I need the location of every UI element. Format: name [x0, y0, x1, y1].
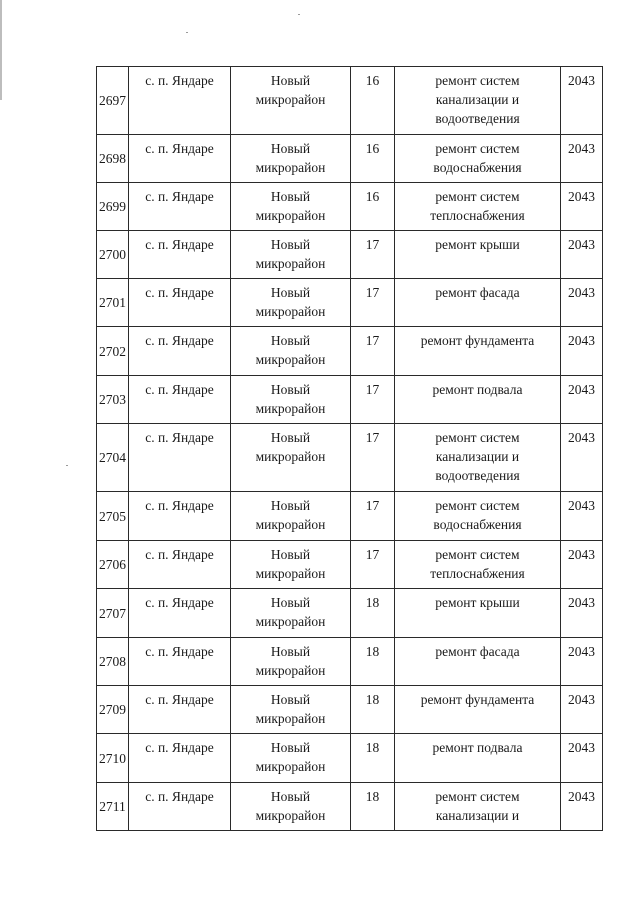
- district-cell: [231, 231, 351, 279]
- work-type-cell-line: ремонт фундамента: [420, 333, 535, 348]
- work-type-cell-line: ремонт фасада: [435, 285, 520, 300]
- district-cell-line: Новый: [270, 237, 311, 252]
- settlement-cell: с. п. Яндаре: [129, 541, 231, 589]
- house-number-cell: 18: [351, 686, 395, 734]
- work-type-cell-line: водоснабжения: [433, 160, 522, 175]
- district-cell-line: микрорайон: [255, 208, 326, 223]
- district-cell: [231, 686, 351, 734]
- table-row: [97, 231, 603, 279]
- table-row: [97, 589, 603, 638]
- work-type-cell: [395, 376, 561, 424]
- district-cell-line: Новый: [270, 789, 311, 804]
- year-cell: 2043: [561, 783, 603, 831]
- district-cell: [231, 424, 351, 492]
- district-cell-line: микрорайон: [255, 566, 326, 581]
- district-cell: [231, 135, 351, 183]
- work-type-cell-line: водоотведения: [435, 468, 520, 483]
- work-type-cell-line: ремонт крыши: [435, 595, 520, 610]
- table-row: [97, 492, 603, 541]
- scan-speck: [186, 32, 188, 33]
- district-cell-line: Новый: [270, 141, 311, 156]
- settlement-cell: с. п. Яндаре: [129, 734, 231, 783]
- house-number-cell: 17: [351, 327, 395, 376]
- table-row: [97, 135, 603, 183]
- house-number-cell: 17: [351, 492, 395, 541]
- house-number-cell: 18: [351, 734, 395, 783]
- table-row: [97, 541, 603, 589]
- row-number: 2705: [97, 492, 129, 541]
- row-number: 2703: [97, 376, 129, 424]
- house-number-cell: 17: [351, 279, 395, 327]
- district-cell-line: микрорайон: [255, 517, 326, 532]
- house-number-cell: 18: [351, 589, 395, 638]
- work-type-cell-line: канализации и: [435, 92, 520, 107]
- row-number: 2698: [97, 135, 129, 183]
- settlement-cell: с. п. Яндаре: [129, 638, 231, 686]
- work-type-cell: [395, 135, 561, 183]
- district-cell-line: микрорайон: [255, 256, 326, 271]
- table-row: [97, 686, 603, 734]
- work-type-cell: [395, 783, 561, 831]
- year-cell: 2043: [561, 492, 603, 541]
- district-cell-line: Новый: [270, 692, 311, 707]
- district-cell-line: микрорайон: [255, 92, 326, 107]
- year-cell: 2043: [561, 424, 603, 492]
- scan-speck: [66, 465, 68, 466]
- work-type-cell: [395, 734, 561, 783]
- work-type-cell: [395, 686, 561, 734]
- work-type-cell-line: ремонт подвала: [432, 382, 523, 397]
- row-number: 2697: [97, 67, 129, 135]
- district-cell-line: микрорайон: [255, 808, 326, 823]
- year-cell: 2043: [561, 638, 603, 686]
- year-cell: 2043: [561, 376, 603, 424]
- house-number-cell: 17: [351, 231, 395, 279]
- row-number: 2706: [97, 541, 129, 589]
- settlement-cell: с. п. Яндаре: [129, 231, 231, 279]
- work-type-cell-line: водоснабжения: [433, 517, 522, 532]
- settlement-cell: с. п. Яндаре: [129, 135, 231, 183]
- settlement-cell: с. п. Яндаре: [129, 67, 231, 135]
- district-cell: [231, 589, 351, 638]
- table-row: [97, 376, 603, 424]
- work-type-cell-line: канализации и: [435, 808, 520, 823]
- work-type-cell-line: ремонт систем: [435, 498, 520, 513]
- repair-schedule-table: [96, 66, 603, 831]
- work-type-cell: [395, 183, 561, 231]
- district-cell-line: микрорайон: [255, 160, 326, 175]
- settlement-cell: с. п. Яндаре: [129, 783, 231, 831]
- work-type-cell-line: ремонт систем: [435, 430, 520, 445]
- district-cell-line: Новый: [270, 430, 311, 445]
- district-cell: [231, 327, 351, 376]
- house-number-cell: 18: [351, 783, 395, 831]
- district-cell-line: микрорайон: [255, 401, 326, 416]
- work-type-cell: [395, 424, 561, 492]
- district-cell-line: микрорайон: [255, 449, 326, 464]
- table-row: [97, 734, 603, 783]
- district-cell: [231, 638, 351, 686]
- table-row: [97, 327, 603, 376]
- table-row: [97, 279, 603, 327]
- row-number: 2711: [97, 783, 129, 831]
- work-type-cell: [395, 327, 561, 376]
- house-number-cell: 16: [351, 135, 395, 183]
- district-cell-line: Новый: [270, 498, 311, 513]
- district-cell: [231, 279, 351, 327]
- settlement-cell: с. п. Яндаре: [129, 327, 231, 376]
- house-number-cell: 17: [351, 424, 395, 492]
- row-number: 2701: [97, 279, 129, 327]
- district-cell: [231, 67, 351, 135]
- work-type-cell: [395, 279, 561, 327]
- district-cell-line: микрорайон: [255, 759, 326, 774]
- district-cell: [231, 734, 351, 783]
- table-row: [97, 783, 603, 831]
- work-type-cell: [395, 231, 561, 279]
- row-number: 2704: [97, 424, 129, 492]
- district-cell-line: микрорайон: [255, 352, 326, 367]
- work-type-cell-line: теплоснабжения: [430, 208, 525, 223]
- settlement-cell: с. п. Яндаре: [129, 589, 231, 638]
- work-type-cell-line: ремонт систем: [435, 789, 520, 804]
- scan-speck: [298, 14, 300, 15]
- year-cell: 2043: [561, 183, 603, 231]
- settlement-cell: с. п. Яндаре: [129, 424, 231, 492]
- table-row: [97, 638, 603, 686]
- year-cell: 2043: [561, 135, 603, 183]
- settlement-cell: с. п. Яндаре: [129, 376, 231, 424]
- district-cell: [231, 783, 351, 831]
- district-cell-line: Новый: [270, 547, 311, 562]
- work-type-cell-line: ремонт систем: [435, 547, 520, 562]
- work-type-cell-line: ремонт систем: [435, 141, 520, 156]
- district-cell-line: Новый: [270, 595, 311, 610]
- work-type-cell-line: ремонт фундамента: [420, 692, 535, 707]
- house-number-cell: 16: [351, 67, 395, 135]
- district-cell-line: микрорайон: [255, 304, 326, 319]
- house-number-cell: 17: [351, 541, 395, 589]
- district-cell-line: микрорайон: [255, 711, 326, 726]
- work-type-cell: [395, 589, 561, 638]
- district-cell-line: Новый: [270, 382, 311, 397]
- table-row: [97, 183, 603, 231]
- row-number: 2707: [97, 589, 129, 638]
- work-type-cell: [395, 67, 561, 135]
- row-number: 2699: [97, 183, 129, 231]
- settlement-cell: с. п. Яндаре: [129, 686, 231, 734]
- district-cell-line: Новый: [270, 285, 311, 300]
- work-type-cell-line: ремонт подвала: [432, 740, 523, 755]
- house-number-cell: 18: [351, 638, 395, 686]
- row-number: 2700: [97, 231, 129, 279]
- work-type-cell: [395, 638, 561, 686]
- year-cell: 2043: [561, 67, 603, 135]
- district-cell: [231, 376, 351, 424]
- district-cell: [231, 541, 351, 589]
- district-cell-line: Новый: [270, 740, 311, 755]
- district-cell-line: микрорайон: [255, 614, 326, 629]
- year-cell: 2043: [561, 279, 603, 327]
- work-type-cell-line: ремонт систем: [435, 189, 520, 204]
- year-cell: 2043: [561, 686, 603, 734]
- work-type-cell: [395, 492, 561, 541]
- district-cell: [231, 492, 351, 541]
- work-type-cell-line: ремонт фасада: [435, 644, 520, 659]
- work-type-cell-line: ремонт систем: [435, 73, 520, 88]
- district-cell: [231, 183, 351, 231]
- settlement-cell: с. п. Яндаре: [129, 492, 231, 541]
- district-cell-line: Новый: [270, 333, 311, 348]
- row-number: 2702: [97, 327, 129, 376]
- district-cell-line: Новый: [270, 644, 311, 659]
- work-type-cell-line: канализации и: [435, 449, 520, 464]
- year-cell: 2043: [561, 589, 603, 638]
- year-cell: 2043: [561, 734, 603, 783]
- table-row: [97, 67, 603, 135]
- table-row: [97, 424, 603, 492]
- row-number: 2709: [97, 686, 129, 734]
- district-cell-line: Новый: [270, 73, 311, 88]
- year-cell: 2043: [561, 327, 603, 376]
- table-body: [97, 67, 603, 831]
- settlement-cell: с. п. Яндаре: [129, 183, 231, 231]
- district-cell-line: Новый: [270, 189, 311, 204]
- scan-edge: [0, 0, 2, 100]
- work-type-cell-line: водоотведения: [435, 111, 520, 126]
- district-cell-line: микрорайон: [255, 663, 326, 678]
- work-type-cell: [395, 541, 561, 589]
- row-number: 2708: [97, 638, 129, 686]
- row-number: 2710: [97, 734, 129, 783]
- house-number-cell: 17: [351, 376, 395, 424]
- work-type-cell-line: теплоснабжения: [430, 566, 525, 581]
- year-cell: 2043: [561, 231, 603, 279]
- settlement-cell: с. п. Яндаре: [129, 279, 231, 327]
- work-type-cell-line: ремонт крыши: [435, 237, 520, 252]
- house-number-cell: 16: [351, 183, 395, 231]
- year-cell: 2043: [561, 541, 603, 589]
